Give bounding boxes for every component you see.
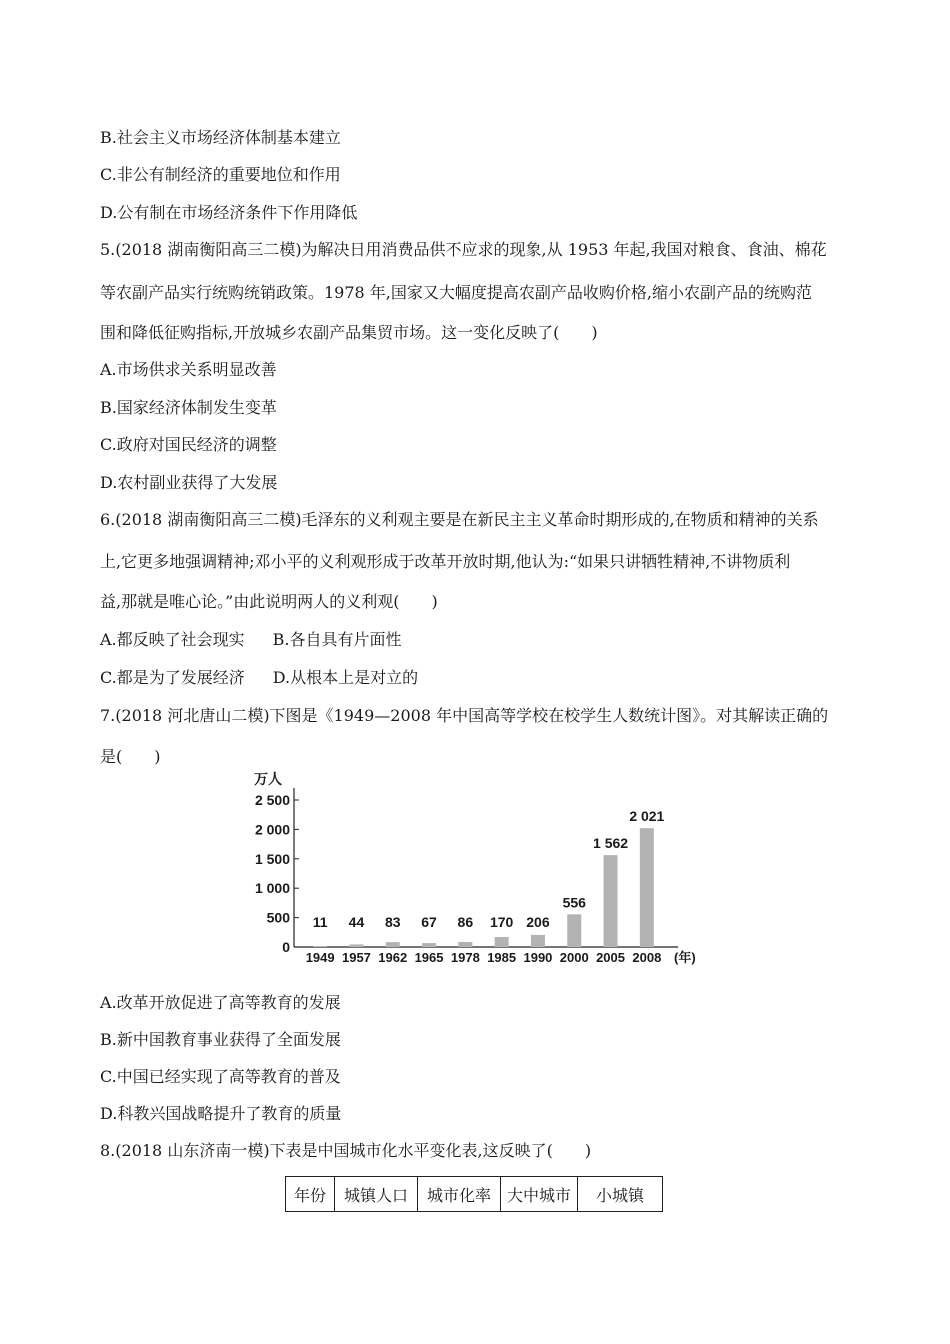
bar-value-label: 170 xyxy=(489,914,514,930)
q6-options-row2 xyxy=(100,668,418,688)
bar-value-label: 206 xyxy=(526,914,550,930)
bar-value-label: 86 xyxy=(457,914,474,930)
urbanization-table xyxy=(285,1176,663,1212)
bar-value-label: 1 562 xyxy=(593,835,629,852)
y-tick-label: 500 xyxy=(266,909,290,926)
q8-stem: 8.(2018 山东济南一模)下表是中国城市化水平变化表,这反映了( ) xyxy=(100,1141,592,1160)
x-axis-unit-label: (年) xyxy=(674,950,696,965)
table-header-row xyxy=(286,1177,663,1212)
bar-value-label: 83 xyxy=(384,914,401,930)
q4-option-d: D.公有制在市场经济条件下作用降低 xyxy=(100,203,358,222)
x-tick-label: 1965 xyxy=(414,950,444,965)
y-axis-unit-label: 万人 xyxy=(254,771,282,787)
bar-1949 xyxy=(313,946,327,947)
bar-2008 xyxy=(640,828,654,947)
q6-option-a: A.都反映了社会现实 xyxy=(100,630,245,649)
q4-option-c: C.非公有制经济的重要地位和作用 xyxy=(100,165,341,184)
y-tick-label: 0 xyxy=(282,939,290,955)
q7-option-a: A.改革开放促进了高等教育的发展 xyxy=(100,993,341,1012)
q6-option-d: D.从根本上是对立的 xyxy=(272,668,419,687)
x-tick-label: 1949 xyxy=(305,950,335,965)
bar-1957 xyxy=(349,944,363,947)
q5-stem-line1: 5.(2018 湖南衡阳高三二模)为解决日用消费品供不应求的现象,从 1953 年起,我国对粮食、食油、棉花 xyxy=(100,240,827,259)
y-axis-ticks xyxy=(255,792,299,955)
bar-value-label: 11 xyxy=(312,914,328,930)
q7-stem-line2: 是( ) xyxy=(100,747,161,766)
bar-2005 xyxy=(604,855,618,947)
q5-option-a: A.市场供求关系明显改善 xyxy=(100,360,277,379)
q6-option-b: B.各自具有片面性 xyxy=(272,630,402,649)
q6-stem-line1: 6.(2018 湖南衡阳高三二模)毛泽东的义利观主要是在新民主主义革命时期形成的,在物质和精神的关系 xyxy=(100,510,819,529)
q6-stem-line2: 上,它更多地强调精神;邓小平的义利观形成于改革开放时期,他认为:“如果只讲牺牲精神,不讲物质利 xyxy=(100,552,791,571)
bar-1990 xyxy=(531,935,545,947)
x-tick-label: 2008 xyxy=(632,950,662,965)
y-tick-label: 1 500 xyxy=(254,850,290,867)
bar-2000 xyxy=(567,914,581,947)
q5-stem-line2: 等农副产品实行统购统销政策。1978 年,国家又大幅度提高农副产品收购价格,缩小农副产品的统购范 xyxy=(100,283,812,302)
bar-value-label: 2 021 xyxy=(629,808,665,825)
bar-1965 xyxy=(422,943,436,947)
y-tick-label: 2 000 xyxy=(254,821,290,838)
q6-stem-line3: 益,那就是唯心论。”由此说明两人的义利观( ) xyxy=(100,592,438,611)
x-tick-label: 1978 xyxy=(450,950,480,965)
bar-value-label: 67 xyxy=(421,914,437,930)
enrollment-bar-chart xyxy=(250,770,710,970)
q6-options-row1 xyxy=(100,630,402,650)
table-header-urban-population: 城镇人口 xyxy=(335,1177,418,1212)
q7-option-b: B.新中国教育事业获得了全面发展 xyxy=(100,1030,341,1049)
x-tick-label: 1990 xyxy=(523,950,553,965)
bars-group xyxy=(313,808,665,947)
table-header-large-medium-cities: 大中城市 xyxy=(501,1177,578,1212)
bar-value-label: 44 xyxy=(348,914,365,930)
x-tick-label: 1985 xyxy=(487,950,517,965)
q5-option-c: C.政府对国民经济的调整 xyxy=(100,435,277,454)
q5-option-b: B.国家经济体制发生变革 xyxy=(100,398,277,417)
table-header-small-towns: 小城镇 xyxy=(578,1177,663,1212)
y-tick-label: 1 000 xyxy=(254,880,290,897)
bar-1962 xyxy=(386,942,400,947)
table-header-year: 年份 xyxy=(286,1177,335,1212)
q7-option-c: C.中国已经实现了高等教育的普及 xyxy=(100,1067,341,1086)
x-axis-ticks xyxy=(306,950,662,965)
q4-option-b: B.社会主义市场经济体制基本建立 xyxy=(100,128,341,147)
y-tick-label: 2 500 xyxy=(254,792,290,808)
bar-1985 xyxy=(495,937,509,947)
x-tick-label: 1962 xyxy=(378,950,408,965)
q5-stem-line3: 围和降低征购指标,开放城乡农副产品集贸市场。这一变化反映了( ) xyxy=(100,323,598,342)
bar-1978 xyxy=(458,942,472,947)
x-tick-label: 2005 xyxy=(596,950,626,965)
x-tick-label: 1957 xyxy=(341,950,371,965)
q7-option-d: D.科教兴国战略提升了教育的质量 xyxy=(100,1104,342,1123)
x-tick-label: 2000 xyxy=(559,950,589,965)
table-header-urbanization-rate: 城市化率 xyxy=(418,1177,501,1212)
q5-option-d: D.农村副业获得了大发展 xyxy=(100,473,278,492)
q7-stem-line1: 7.(2018 河北唐山二模)下图是《1949—2008 年中国高等学校在校学生人数统计图》。对其解读正确的 xyxy=(100,706,829,725)
q6-option-c: C.都是为了发展经济 xyxy=(100,668,245,687)
bar-value-label: 556 xyxy=(562,894,586,911)
